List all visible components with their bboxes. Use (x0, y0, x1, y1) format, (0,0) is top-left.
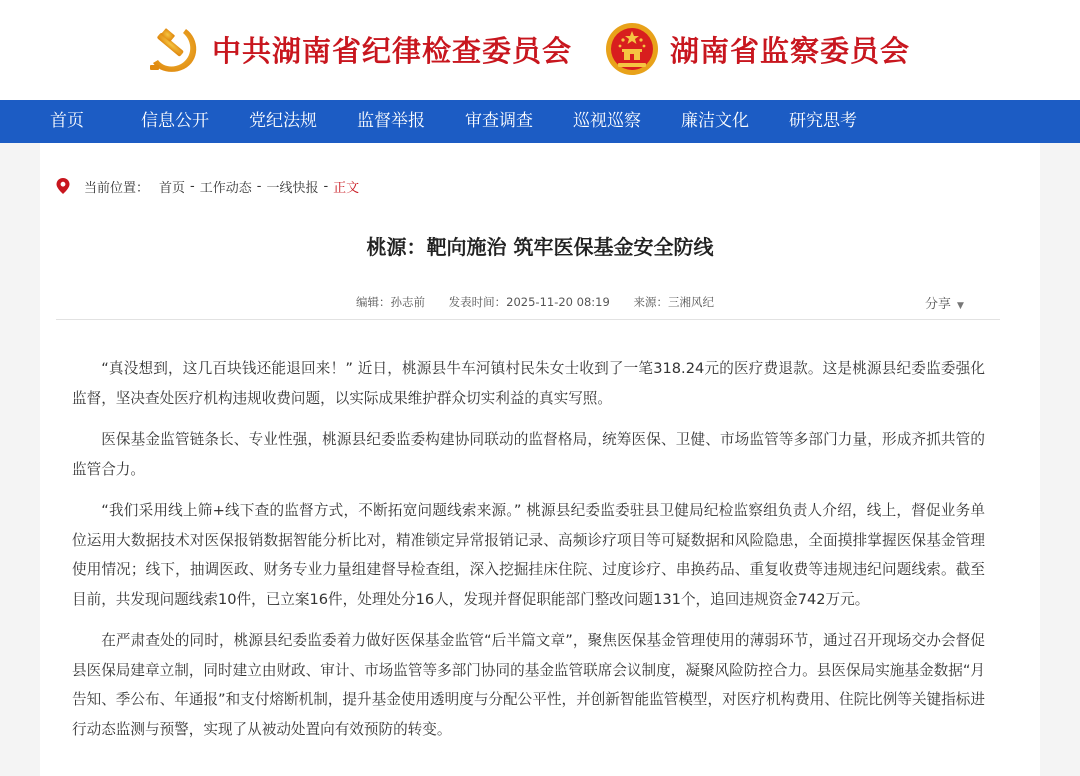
breadcrumb-separator: - (190, 178, 195, 194)
caret-down-icon: ▼ (957, 301, 964, 311)
nav-item-party-rules[interactable]: 党纪法规 (249, 111, 317, 131)
location-pin-icon (56, 178, 70, 194)
article-editor: 编辑：孙志前 (356, 295, 425, 309)
site-header (0, 0, 1080, 100)
breadcrumb (56, 177, 359, 195)
nav-item-integrity-culture[interactable]: 廉洁文化 (681, 111, 749, 131)
article-paragraph: “真没想到，这几百块钱还能退回来！” 近日，桃源县牛车河镇村民朱女士收到了一笔318.24元的医疗费退款。这是桃源县纪委监委强化监督，坚决查处医疗机构违规收费问题，以实际成果维护群众切实利益的真实写照。 (72, 360, 985, 407)
nav-item-report[interactable]: 监督举报 (357, 111, 425, 131)
main-nav (0, 100, 1080, 143)
nav-item-home[interactable]: 首页 (50, 111, 84, 131)
nav-item-investigation[interactable]: 审查调查 (465, 111, 533, 131)
article-title: 桃源：靶向施治 筑牢医保基金安全防线 (366, 235, 714, 259)
hammer-sickle-icon (146, 21, 202, 77)
breadcrumb-frontline-link[interactable]: 一线快报 (266, 180, 319, 196)
article-meta (356, 294, 734, 310)
article-paragraph: 在严肃查处的同时，桃源县纪委监委着力做好医保基金监管“后半篇文章”，聚焦医保基金管理使用的薄弱环节，通过召开现场交办会督促县医保局建章立制，同时建立由财政、审计、市场监管等多部门协同的基金监管联席会议制度，凝聚风险防控合力。县医保局实施基金数据“月告知、季公布、年通报”和支付熔断机制，提升基金使用透明度与分配公平性，并创新智能监管模型，对医疗机构费用、住院比例等关键指标进行动态监测与预警，实现了从被动处置向有效预防的转变。 (72, 632, 985, 738)
breadcrumb-prefix: 当前位置： (84, 180, 150, 196)
breadcrumb-separator: - (256, 178, 262, 194)
article-publish-time: 发表时间：2025-11-20 08:19 (448, 295, 610, 309)
article-source: 来源：三湘风纪 (633, 295, 714, 309)
title-divider (56, 319, 1000, 320)
nav-item-inspection[interactable]: 巡视巡察 (573, 111, 641, 131)
supervision-brand[interactable] (604, 18, 910, 80)
breadcrumb-current: 正文 (333, 180, 360, 196)
cpc-discipline-title: 中共湖南省纪律检查委员会 (212, 33, 573, 68)
cpc-discipline-brand[interactable] (146, 18, 572, 80)
breadcrumb-home-link[interactable]: 首页 (159, 180, 186, 196)
article-paragraph: “我们采用线上筛+线下查的监督方式，不断拓宽问题线索来源。” 桃源县纪委监委驻县卫健局纪检监察组负责人介绍，线上，督促业务单位运用大数据技术对医保报销数据智能分析比对，精准锁定异常报销记录、高频诊疗项目等可疑数据和风险隐患，全面摸排掌握医保基金管理使用情况；线下，抽调医政、财务专业力量组建督导检查组，深入挖掘挂床住院、过度诊疗、串换药品、重复收费等违规违纪问题线索。截至目前，共发现问题线索10件，已立案16件，处理处分16人，发现并督促职能部门整改问题131个，追回违规资金742万元。 (72, 502, 985, 608)
nav-item-research[interactable]: 研究思考 (789, 111, 857, 131)
share-button[interactable] (925, 293, 964, 312)
national-emblem-icon (604, 21, 660, 77)
article-paragraph: 医保基金监管链条长、专业性强，桃源县纪委监委构建协同联动的监督格局，统筹医保、卫健、市场监管等多部门力量，形成齐抓共管的监管合力。 (72, 431, 985, 478)
nav-item-info-disclosure[interactable]: 信息公开 (141, 111, 209, 131)
article-panel (40, 143, 1040, 776)
article-body (72, 354, 985, 756)
share-label: 分享 (925, 297, 952, 312)
supervision-title: 湖南省监察委员会 (670, 33, 911, 68)
breadcrumb-work-news-link[interactable]: 工作动态 (199, 180, 252, 196)
breadcrumb-separator: - (323, 178, 329, 194)
